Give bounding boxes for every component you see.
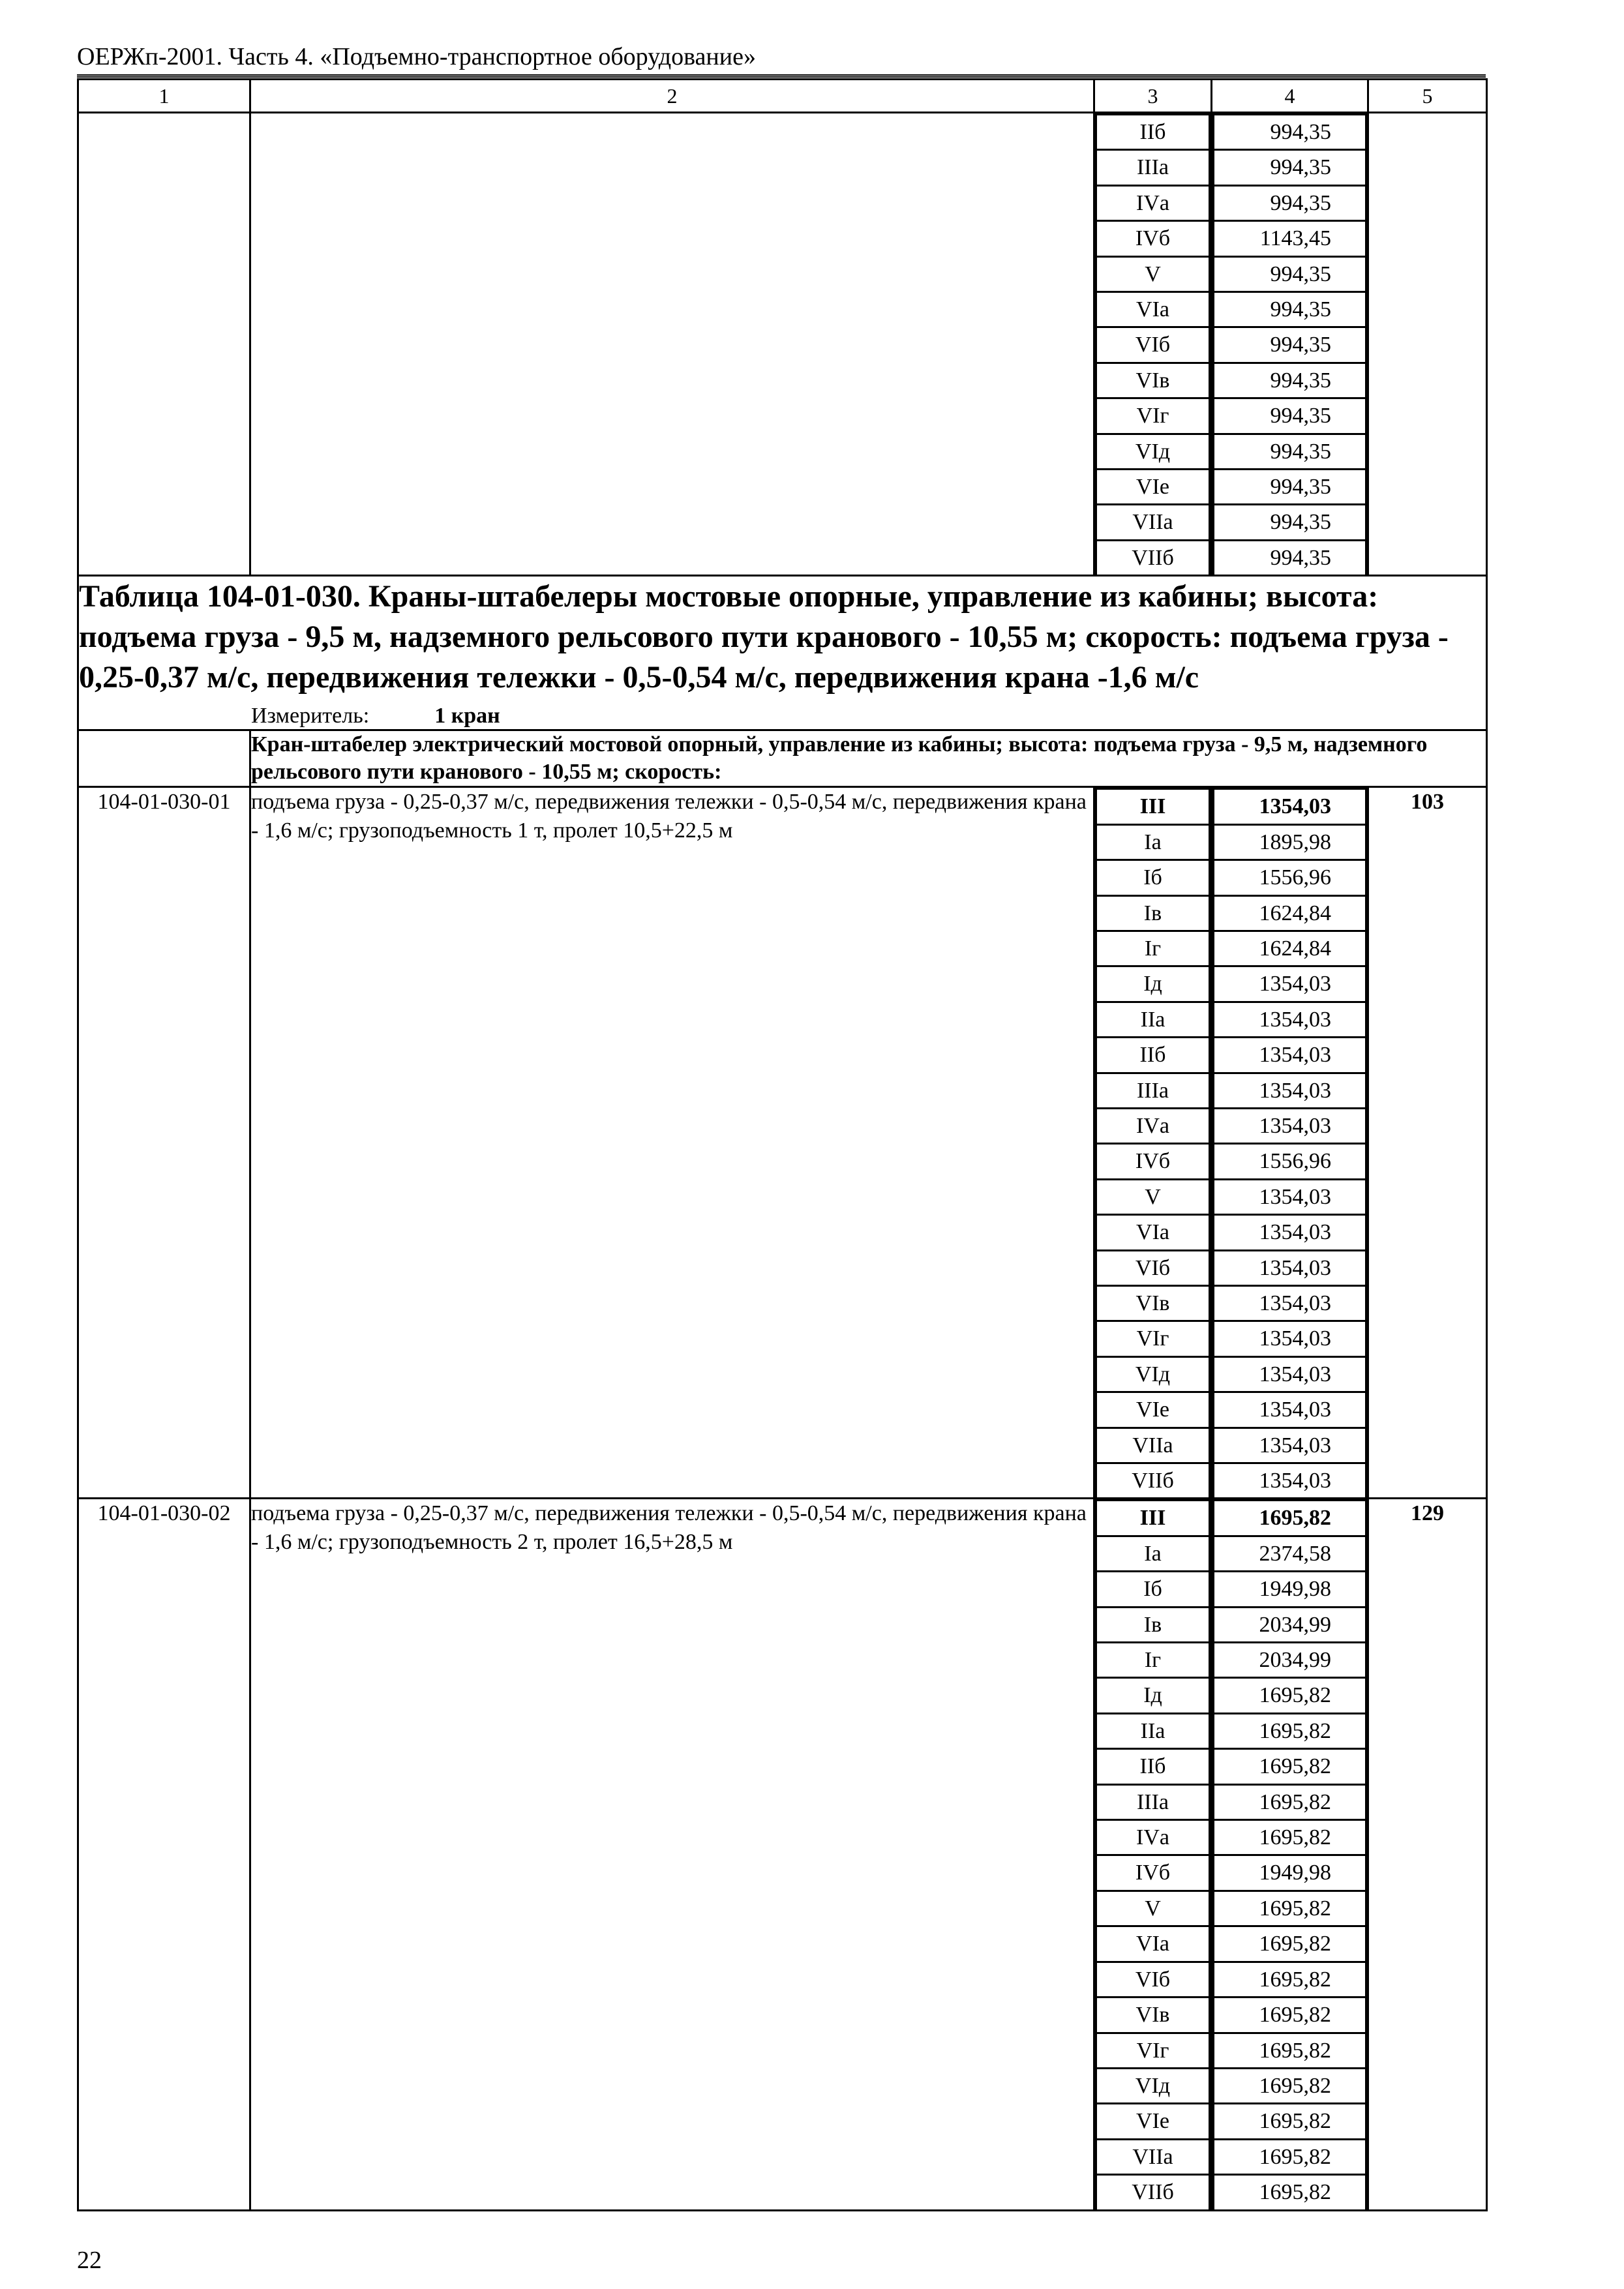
region-code: IIб <box>1096 115 1210 150</box>
region-code: IVа <box>1096 1820 1210 1855</box>
price-value: 1695,82 <box>1214 1891 1366 1926</box>
list-item <box>1214 540 1366 575</box>
region-code: VIIб <box>1096 540 1210 575</box>
list-item <box>1214 1356 1366 1392</box>
list-item <box>1096 2175 1210 2209</box>
region-list <box>1095 113 1210 575</box>
value-cell <box>1212 787 1368 1499</box>
measure-value: 1 кран <box>434 704 500 728</box>
list-item <box>1214 256 1366 292</box>
list-item <box>1214 1572 1366 1607</box>
list-item <box>1096 434 1210 469</box>
price-value: 1354,03 <box>1214 1038 1366 1073</box>
list-item <box>1214 363 1366 398</box>
region-code: IIа <box>1096 1002 1210 1037</box>
list-item <box>1096 2104 1210 2139</box>
price-value: 1354,03 <box>1214 1428 1366 1463</box>
list-item <box>1096 1643 1210 1678</box>
list-item <box>1096 1926 1210 1962</box>
list-item <box>1214 1926 1366 1962</box>
value-cell <box>1212 113 1368 576</box>
region-code: IVб <box>1096 1855 1210 1891</box>
list-item <box>1214 1855 1366 1891</box>
region-code: IVб <box>1096 1144 1210 1179</box>
region-code: VIIа <box>1096 1428 1210 1463</box>
price-value: 994,35 <box>1214 505 1366 540</box>
price-value: 994,35 <box>1214 470 1366 505</box>
region-cell <box>1094 113 1212 576</box>
list-item <box>1214 966 1366 1002</box>
list-item <box>1214 1784 1366 1819</box>
empty-col5-cell <box>1368 113 1487 576</box>
price-value: 2034,99 <box>1214 1607 1366 1642</box>
price-value: 1354,03 <box>1214 1108 1366 1143</box>
region-code: VIб <box>1096 1250 1210 1285</box>
column-number-row <box>78 80 1487 113</box>
column-number: 1 <box>78 80 250 113</box>
price-value: 1695,82 <box>1214 1713 1366 1748</box>
list-item <box>1096 470 1210 505</box>
list-item <box>1214 2175 1366 2209</box>
list-item <box>1214 1392 1366 1428</box>
list-item <box>1096 505 1210 540</box>
price-value: 1354,03 <box>1214 1250 1366 1285</box>
region-code: IIб <box>1096 1749 1210 1784</box>
list-item <box>1214 1038 1366 1073</box>
list-item <box>1214 115 1366 150</box>
list-item <box>1096 1179 1210 1214</box>
region-code: IIа <box>1096 1713 1210 1748</box>
price-value: 1143,45 <box>1214 221 1366 256</box>
value-cell <box>1212 1499 1368 2210</box>
list-item <box>1214 1144 1366 1179</box>
list-item <box>1214 2104 1366 2139</box>
list-item <box>1096 1855 1210 1891</box>
price-value: 1354,03 <box>1214 966 1366 1002</box>
region-code: VIа <box>1096 1215 1210 1250</box>
list-item <box>1096 256 1210 292</box>
region-code: VIа <box>1096 292 1210 327</box>
table-title-row <box>78 576 1487 730</box>
list-item <box>1214 292 1366 327</box>
list-item <box>1096 1038 1210 1073</box>
item-code: 104-01-030-01 <box>78 787 250 1499</box>
list-item <box>1096 327 1210 363</box>
list-item <box>1096 1607 1210 1642</box>
list-item <box>1096 540 1210 575</box>
table-title-cell <box>78 576 1487 730</box>
region-code: Iа <box>1096 1536 1210 1571</box>
table-title: Таблица 104-01-030. Краны-штабелеры мостовые опорные, управление из кабины; высота: подъема груза - 9,5 м, надземного рельсового пути кранового - 10,55 м; скорость: подъема груза - 0,25-0,37 м/с, передвижения тележки - 0,5-0,54 м/с, передвижения крана -1,6 м/с <box>79 579 1449 695</box>
list-item <box>1214 1891 1366 1926</box>
price-value: 1354,03 <box>1214 1073 1366 1108</box>
price-value: 1695,82 <box>1214 1997 1366 2033</box>
region-cell <box>1094 787 1212 1499</box>
list-item <box>1096 1784 1210 1819</box>
list-item <box>1214 860 1366 895</box>
list-item <box>1214 1179 1366 1214</box>
list-item <box>1096 221 1210 256</box>
price-value: 1695,82 <box>1214 1962 1366 1997</box>
region-code: IVа <box>1096 185 1210 220</box>
list-item <box>1214 1749 1366 1784</box>
list-item <box>1096 1749 1210 1784</box>
list-item <box>1096 1356 1210 1392</box>
list-item <box>1096 115 1210 150</box>
region-code: III <box>1096 1501 1210 1536</box>
list-item <box>1214 221 1366 256</box>
region-code: VIв <box>1096 1285 1210 1321</box>
list-item <box>1096 1820 1210 1855</box>
table-row <box>78 787 1487 1499</box>
list-item <box>1096 860 1210 895</box>
price-table <box>77 78 1488 2211</box>
price-value: 2374,58 <box>1214 1536 1366 1571</box>
list-item <box>1096 1144 1210 1179</box>
price-value: 1695,82 <box>1214 1926 1366 1962</box>
list-item <box>1096 1678 1210 1713</box>
table-row <box>78 1499 1487 2210</box>
price-value: 994,35 <box>1214 363 1366 398</box>
region-code: VIа <box>1096 1926 1210 1962</box>
region-code: IIб <box>1096 1038 1210 1073</box>
list-item <box>1214 1285 1366 1321</box>
list-item <box>1096 789 1210 824</box>
price-value: 1556,96 <box>1214 1144 1366 1179</box>
list-item <box>1214 1713 1366 1748</box>
column-number: 5 <box>1368 80 1487 113</box>
list-item <box>1096 2033 1210 2068</box>
region-code: VIв <box>1096 1997 1210 2033</box>
empty-code-cell <box>78 113 250 576</box>
price-value: 1354,03 <box>1214 1321 1366 1356</box>
price-value: 994,35 <box>1214 327 1366 363</box>
list-item <box>1096 1285 1210 1321</box>
region-code: VIв <box>1096 363 1210 398</box>
list-item <box>1214 2033 1366 2068</box>
list-item <box>1096 1536 1210 1571</box>
list-item <box>1096 398 1210 434</box>
running-header: ОЕРЖп-2001. Часть 4. «Подъемно-транспортное оборудование» <box>77 40 1486 78</box>
list-item <box>1096 1572 1210 1607</box>
value-list <box>1212 788 1367 1497</box>
region-code: VIIа <box>1096 2139 1210 2174</box>
list-item <box>1214 895 1366 931</box>
region-code: Iг <box>1096 1643 1210 1678</box>
region-code: VIб <box>1096 327 1210 363</box>
region-code: VIIб <box>1096 2175 1210 2209</box>
price-value: 1556,96 <box>1214 860 1366 895</box>
list-item <box>1214 505 1366 540</box>
region-code: IIIа <box>1096 1784 1210 1819</box>
price-value: 1354,03 <box>1214 1285 1366 1321</box>
continuation-row <box>78 113 1487 576</box>
list-item <box>1214 1073 1366 1108</box>
price-value: 2034,99 <box>1214 1643 1366 1678</box>
item-description: подъема груза - 0,25-0,37 м/с, передвижения тележки - 0,5-0,54 м/с, передвижения крана - 1,6 м/с; грузоподъемность 2 т, пролет 16,5+28,5 м <box>250 1499 1094 2210</box>
price-value: 994,35 <box>1214 256 1366 292</box>
list-item <box>1096 363 1210 398</box>
price-value: 1695,82 <box>1214 1501 1366 1536</box>
region-code: IIIа <box>1096 1073 1210 1108</box>
price-value: 994,35 <box>1214 150 1366 185</box>
region-cell <box>1094 1499 1212 2210</box>
measure-label: Измеритель: <box>251 704 370 728</box>
price-value: 1695,82 <box>1214 1820 1366 1855</box>
list-item <box>1214 2068 1366 2103</box>
price-value: 1695,82 <box>1214 2068 1366 2103</box>
list-item <box>1096 931 1210 966</box>
price-value: 1354,03 <box>1214 789 1366 824</box>
list-item <box>1214 470 1366 505</box>
region-code: VIг <box>1096 398 1210 434</box>
item-code: 104-01-030-02 <box>78 1499 250 2210</box>
list-item <box>1214 1536 1366 1571</box>
measure-line <box>251 703 1486 729</box>
price-value: 1695,82 <box>1214 2175 1366 2209</box>
price-value: 1895,98 <box>1214 824 1366 860</box>
list-item <box>1214 1108 1366 1143</box>
region-code: VIд <box>1096 2068 1210 2103</box>
region-code: VIг <box>1096 2033 1210 2068</box>
region-code: Iб <box>1096 860 1210 895</box>
price-value: 1354,03 <box>1214 1215 1366 1250</box>
list-item <box>1214 327 1366 363</box>
list-item <box>1096 1713 1210 1748</box>
list-item <box>1214 2139 1366 2174</box>
region-code: VIд <box>1096 1356 1210 1392</box>
item-col5: 129 <box>1368 1499 1487 2210</box>
region-code: V <box>1096 1891 1210 1926</box>
column-number: 4 <box>1212 80 1368 113</box>
price-value: 994,35 <box>1214 398 1366 434</box>
list-item <box>1096 292 1210 327</box>
list-item <box>1214 1215 1366 1250</box>
price-value: 994,35 <box>1214 292 1366 327</box>
list-item <box>1214 1997 1366 2033</box>
region-code: VIд <box>1096 434 1210 469</box>
region-code: V <box>1096 1179 1210 1214</box>
list-item <box>1096 150 1210 185</box>
list-item <box>1096 1250 1210 1285</box>
list-item <box>1214 931 1366 966</box>
value-list <box>1212 113 1367 575</box>
region-code: Iа <box>1096 824 1210 860</box>
list-item <box>1096 1962 1210 1997</box>
region-code: Iд <box>1096 966 1210 1002</box>
region-code: VIг <box>1096 1321 1210 1356</box>
group-row <box>78 730 1487 787</box>
region-code: IVа <box>1096 1108 1210 1143</box>
price-value: 1695,82 <box>1214 1749 1366 1784</box>
price-value: 1624,84 <box>1214 931 1366 966</box>
list-item <box>1214 1607 1366 1642</box>
price-value: 994,35 <box>1214 115 1366 150</box>
price-value: 1695,82 <box>1214 1678 1366 1713</box>
list-item <box>1214 1501 1366 1536</box>
list-item <box>1096 1428 1210 1463</box>
price-value: 1354,03 <box>1214 1002 1366 1037</box>
region-code: VIе <box>1096 470 1210 505</box>
list-item <box>1096 2068 1210 2103</box>
list-item <box>1214 1962 1366 1997</box>
value-list <box>1212 1499 1367 2209</box>
list-item <box>1096 895 1210 931</box>
list-item <box>1096 1392 1210 1428</box>
price-value: 1354,03 <box>1214 1392 1366 1428</box>
price-value: 994,35 <box>1214 185 1366 220</box>
list-item <box>1214 434 1366 469</box>
region-code: VIIа <box>1096 505 1210 540</box>
region-list <box>1095 788 1210 1497</box>
list-item <box>1096 1073 1210 1108</box>
item-col5: 103 <box>1368 787 1487 1499</box>
region-code: Iв <box>1096 1607 1210 1642</box>
list-item <box>1214 1250 1366 1285</box>
list-item <box>1096 1501 1210 1536</box>
price-value: 1695,82 <box>1214 2139 1366 2174</box>
price-value: 1354,03 <box>1214 1356 1366 1392</box>
region-code: IIIа <box>1096 150 1210 185</box>
region-code: VIе <box>1096 1392 1210 1428</box>
region-code: V <box>1096 256 1210 292</box>
list-item <box>1214 1643 1366 1678</box>
price-value: 1695,82 <box>1214 2033 1366 2068</box>
list-item <box>1214 789 1366 824</box>
empty-code-cell <box>78 730 250 787</box>
price-value: 1354,03 <box>1214 1463 1366 1498</box>
group-description: Кран-штабелер электрический мостовой опорный, управление из кабины; высота: подъема груза - 9,5 м, надземного рельсового пути кранового - 10,55 м; скорость: <box>250 730 1487 787</box>
price-value: 1695,82 <box>1214 2104 1366 2139</box>
region-list <box>1095 1499 1210 2209</box>
list-item <box>1096 1002 1210 1037</box>
item-description: подъема груза - 0,25-0,37 м/с, передвижения тележки - 0,5-0,54 м/с, передвижения крана - 1,6 м/с; грузоподъемность 1 т, пролет 10,5+22,5 м <box>250 787 1094 1499</box>
region-code: Iв <box>1096 895 1210 931</box>
list-item <box>1096 1463 1210 1498</box>
column-number: 2 <box>250 80 1094 113</box>
price-value: 1695,82 <box>1214 1784 1366 1819</box>
list-item <box>1214 150 1366 185</box>
price-value: 1624,84 <box>1214 895 1366 931</box>
list-item <box>1214 1002 1366 1037</box>
list-item <box>1096 2139 1210 2174</box>
list-item <box>1096 1891 1210 1926</box>
price-value: 994,35 <box>1214 434 1366 469</box>
region-code: Iд <box>1096 1678 1210 1713</box>
region-code: IVб <box>1096 221 1210 256</box>
list-item <box>1214 1428 1366 1463</box>
list-item <box>1096 966 1210 1002</box>
region-code: Iг <box>1096 931 1210 966</box>
region-code: VIб <box>1096 1962 1210 1997</box>
column-number: 3 <box>1094 80 1212 113</box>
empty-description-cell <box>250 113 1094 576</box>
list-item <box>1214 1820 1366 1855</box>
list-item <box>1214 1321 1366 1356</box>
price-value: 994,35 <box>1214 540 1366 575</box>
list-item <box>1096 1321 1210 1356</box>
price-value: 1949,98 <box>1214 1572 1366 1607</box>
region-code: VIIб <box>1096 1463 1210 1498</box>
list-item <box>1214 1678 1366 1713</box>
list-item <box>1096 1997 1210 2033</box>
region-code: Iб <box>1096 1572 1210 1607</box>
region-code: VIе <box>1096 2104 1210 2139</box>
list-item <box>1096 1215 1210 1250</box>
price-value: 1949,98 <box>1214 1855 1366 1891</box>
region-code: III <box>1096 789 1210 824</box>
list-item <box>1096 824 1210 860</box>
list-item <box>1214 1463 1366 1498</box>
list-item <box>1214 398 1366 434</box>
price-value: 1354,03 <box>1214 1179 1366 1214</box>
list-item <box>1096 185 1210 220</box>
list-item <box>1096 1108 1210 1143</box>
list-item <box>1214 185 1366 220</box>
page-number: 22 <box>77 2247 102 2274</box>
list-item <box>1214 824 1366 860</box>
